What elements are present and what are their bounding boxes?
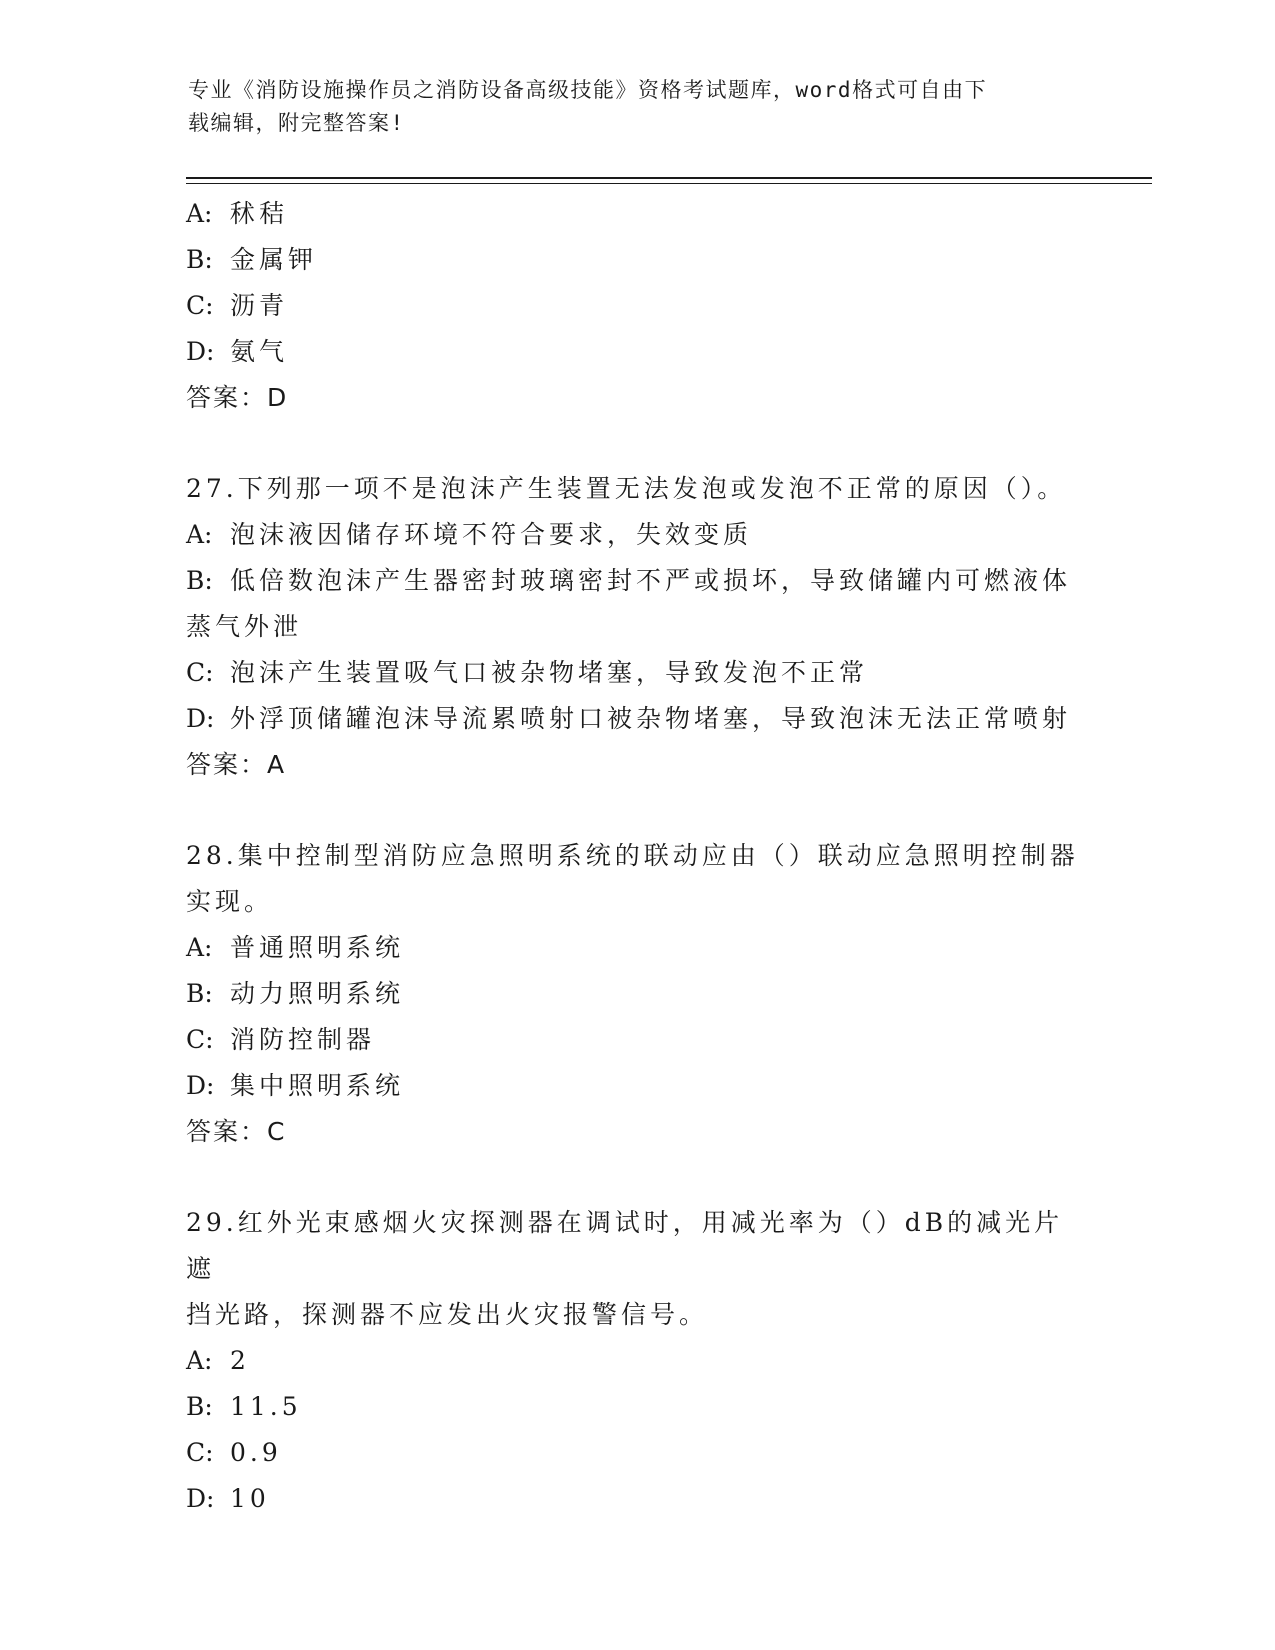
option-key: C:	[186, 291, 214, 320]
option-text: 金属钾	[230, 245, 318, 274]
question-28-block	[186, 833, 1086, 1155]
option-key: A:	[186, 199, 213, 228]
option-key: B:	[186, 1392, 213, 1421]
option-c	[186, 1017, 1086, 1063]
option-text: 氨气	[230, 337, 289, 366]
question-stem: 29.红外光束感烟火灾探测器在调试时，用减光率为（）dB的减光片遮	[186, 1208, 1064, 1283]
header-line-2: 载编辑，附完整答案!	[188, 111, 405, 135]
option-b	[186, 1384, 1086, 1430]
option-key: B:	[186, 245, 213, 274]
answer-line: 答案：C	[186, 1117, 287, 1146]
document-header	[188, 74, 1088, 140]
option-key: D:	[186, 1484, 215, 1513]
answer-line: 答案：D	[186, 383, 289, 412]
option-text: 10	[230, 1484, 270, 1513]
question-stem: 28.集中控制型消防应急照明系统的联动应由（）联动应急照明控制器	[186, 841, 1079, 870]
option-text: 泡沫液因储存环境不符合要求，失效变质	[230, 520, 753, 549]
option-b	[186, 971, 1086, 1017]
option-key: C:	[186, 1438, 214, 1467]
option-b	[186, 558, 1086, 604]
option-c	[186, 283, 1086, 329]
option-text: 2	[230, 1346, 250, 1375]
option-key: A:	[186, 933, 213, 962]
option-text: 外浮顶储罐泡沫导流累喷射口被杂物堵塞，导致泡沫无法正常喷射	[230, 704, 1072, 733]
option-key: C:	[186, 1025, 214, 1054]
option-a	[186, 191, 1086, 237]
option-key: B:	[186, 979, 213, 1008]
option-text: 沥青	[230, 291, 289, 320]
option-key: D:	[186, 704, 215, 733]
option-text: 11.5	[230, 1392, 302, 1421]
option-text: 消防控制器	[230, 1025, 376, 1054]
option-key: A:	[186, 1346, 213, 1375]
option-d	[186, 1476, 1086, 1522]
option-c	[186, 650, 1086, 696]
option-c	[186, 1430, 1086, 1476]
question-stem: 27.下列那一项不是泡沫产生装置无法发泡或发泡不正常的原因（）。	[186, 474, 1067, 503]
option-key: A:	[186, 520, 213, 549]
option-text: 泡沫产生装置吸气口被杂物堵塞，导致发泡不正常	[230, 658, 869, 687]
option-a	[186, 1338, 1086, 1384]
question-stem-continuation: 实现。	[186, 887, 274, 916]
answer-line: 答案：A	[186, 750, 287, 779]
option-text: 秫秸	[230, 199, 289, 228]
option-d	[186, 696, 1086, 742]
question-26-block	[186, 191, 1086, 421]
option-b-continuation: 蒸气外泄	[186, 612, 303, 641]
header-rule-thin	[186, 183, 1152, 184]
option-key: D:	[186, 1071, 215, 1100]
option-text: 低倍数泡沫产生器密封玻璃密封不严或损坏，导致储罐内可燃液体	[230, 566, 1072, 595]
option-d	[186, 1063, 1086, 1109]
option-text: 普通照明系统	[230, 933, 405, 962]
option-d	[186, 329, 1086, 375]
header-rule-thick	[186, 177, 1152, 179]
option-key: D:	[186, 337, 215, 366]
option-text: 动力照明系统	[230, 979, 405, 1008]
option-key: C:	[186, 658, 214, 687]
option-text: 0.9	[230, 1438, 282, 1467]
question-list	[186, 191, 1086, 1522]
question-29-block	[186, 1200, 1086, 1522]
question-27-block	[186, 466, 1086, 788]
option-a	[186, 925, 1086, 971]
header-line-1: 专业《消防设施操作员之消防设备高级技能》资格考试题库，word格式可自由下	[188, 78, 988, 102]
question-stem-continuation: 挡光路，探测器不应发出火灾报警信号。	[186, 1300, 709, 1329]
option-a	[186, 512, 1086, 558]
option-key: B:	[186, 566, 213, 595]
option-b	[186, 237, 1086, 283]
option-text: 集中照明系统	[230, 1071, 405, 1100]
